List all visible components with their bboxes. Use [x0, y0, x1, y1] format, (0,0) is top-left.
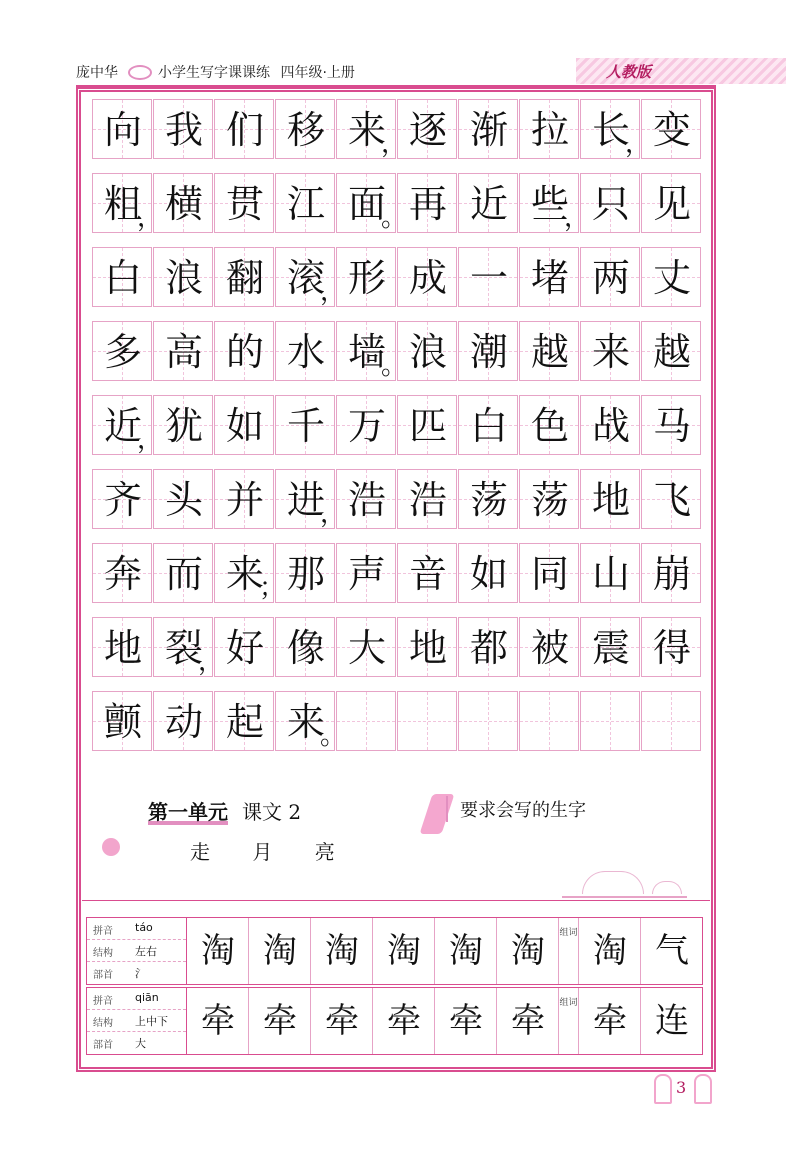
- grid-char: 荡: [530, 478, 569, 522]
- grid-cell: [519, 247, 579, 307]
- grid-cell: [92, 543, 152, 603]
- grid-cell: [580, 469, 640, 529]
- practice-cell: [249, 918, 311, 984]
- grid-cell: [397, 469, 457, 529]
- info-value: táo: [135, 921, 153, 934]
- grid-char: 白: [469, 404, 508, 448]
- edition-label: 人教版: [606, 63, 652, 81]
- grid-cell: [580, 99, 652, 159]
- child-figure-icon: [694, 1074, 712, 1104]
- grid-char: 浩: [408, 478, 447, 522]
- grid-cell: [580, 617, 640, 677]
- practice-char: 牵: [263, 1001, 297, 1041]
- grid-cell: [458, 469, 518, 529]
- grid-char: 江: [286, 182, 325, 226]
- grid-row: [92, 691, 700, 751]
- grid-cell: [275, 469, 347, 529]
- grid-cell: [641, 395, 701, 455]
- grid-cell: [458, 247, 518, 307]
- practice-char: 牵: [449, 1001, 483, 1041]
- grid-cell: [336, 543, 396, 603]
- grid-char: 色: [530, 404, 569, 448]
- grid-cell: [458, 321, 518, 381]
- grid-cell: [153, 543, 213, 603]
- practice-cell: [373, 988, 435, 1054]
- info-label: 拼音: [93, 926, 113, 937]
- grid-char: 墙: [347, 330, 386, 374]
- grid-cell: [641, 173, 701, 233]
- grid-cell: [641, 617, 701, 677]
- punctuation-mark: ，: [320, 277, 347, 307]
- grid-char: 声: [347, 552, 386, 596]
- grid-char: 高: [164, 330, 203, 374]
- grid-char: 变: [652, 108, 691, 152]
- punctuation-mark: ，: [320, 499, 347, 529]
- grid-cell: [458, 617, 518, 677]
- grid-cell: [641, 469, 701, 529]
- info-row: [87, 1010, 186, 1032]
- grid-cell: [275, 247, 347, 307]
- grid-cell: [641, 691, 701, 751]
- grid-cell: [214, 691, 274, 751]
- grid-row: [92, 99, 700, 159]
- grid-cell: [214, 543, 286, 603]
- info-label: 拼音: [93, 996, 113, 1007]
- grid-cell: [214, 99, 274, 159]
- info-row: [87, 918, 186, 940]
- practice-cell: [249, 988, 311, 1054]
- grid-char: 成: [408, 256, 447, 300]
- grid-char: 的: [225, 330, 264, 374]
- page-number: 3: [676, 1078, 687, 1097]
- grid-char: 地: [408, 626, 447, 670]
- grid-char: 万: [347, 404, 386, 448]
- grid-char: 如: [225, 404, 264, 448]
- grid-char: 来: [347, 108, 386, 152]
- grid-char: 来: [591, 330, 630, 374]
- grid-cell: [92, 469, 152, 529]
- grid-cell: [519, 543, 579, 603]
- grid-char: [459, 692, 519, 752]
- practice-char: 淘: [511, 931, 545, 971]
- copybook-grid: [92, 99, 700, 765]
- grid-char: 白: [103, 256, 142, 300]
- grid-char: 来: [225, 552, 264, 596]
- word-char: 连: [655, 1001, 689, 1041]
- grid-char: 一: [469, 256, 508, 300]
- practice-cell: [435, 988, 497, 1054]
- zuci-label: 组词: [559, 918, 579, 984]
- grid-cell: [275, 321, 335, 381]
- info-label: 部首: [93, 970, 113, 981]
- section-divider: [82, 900, 710, 901]
- grid-char: 好: [225, 626, 264, 670]
- info-label: 结构: [93, 1018, 113, 1029]
- info-row: [87, 988, 186, 1010]
- grade-label: 四年级·上册: [280, 65, 355, 81]
- punctuation-mark: ，: [137, 203, 164, 233]
- punctuation-mark: ，: [625, 129, 652, 159]
- grid-cell: [336, 99, 408, 159]
- grid-row: [92, 247, 700, 307]
- grid-char: 那: [286, 552, 325, 596]
- grid-cell: [397, 543, 457, 603]
- practice-cell: [497, 988, 559, 1054]
- info-value: qiān: [135, 991, 159, 1004]
- author-name: 庞中华: [76, 65, 118, 81]
- punctuation-mark: ，: [564, 203, 591, 233]
- header-title: [76, 62, 361, 82]
- word-char: 气: [655, 931, 689, 971]
- grid-cell: [153, 691, 213, 751]
- unit-heading: [148, 796, 301, 825]
- grid-cell: [92, 99, 152, 159]
- grid-char: 逐: [408, 108, 447, 152]
- grid-char: 滚: [286, 256, 325, 300]
- grid-cell: [458, 395, 518, 455]
- grid-cell: [275, 617, 335, 677]
- grid-cell: [397, 247, 457, 307]
- grid-char: 动: [164, 700, 203, 744]
- grid-cell: [336, 395, 396, 455]
- grid-cell: [458, 543, 518, 603]
- grid-char: [642, 692, 702, 752]
- grid-char: 像: [286, 626, 325, 670]
- word-cell: [641, 988, 703, 1054]
- grid-char: 地: [591, 478, 630, 522]
- practice-row: [86, 987, 703, 1055]
- grid-cell: [580, 395, 640, 455]
- grid-char: 并: [225, 478, 264, 522]
- grid-char: 颤: [103, 700, 142, 744]
- grid-char: 头: [164, 478, 203, 522]
- grid-cell: [519, 395, 579, 455]
- word-cell: [579, 918, 641, 984]
- grid-char: 来: [286, 700, 325, 744]
- grid-cell: [153, 469, 213, 529]
- grid-cell: [92, 247, 152, 307]
- grid-cell: [519, 321, 579, 381]
- grid-char: 丈: [652, 256, 691, 300]
- grid-char: 们: [225, 108, 264, 152]
- punctuation-mark: 。: [381, 351, 408, 381]
- info-row: [87, 1032, 186, 1054]
- info-label: 部首: [93, 1040, 113, 1051]
- practice-cell: [373, 918, 435, 984]
- practice-char: 牵: [201, 1001, 235, 1041]
- grid-char: [398, 692, 458, 752]
- lesson-header: [92, 792, 702, 902]
- grid-cell: [641, 321, 701, 381]
- grid-char: 崩: [652, 552, 691, 596]
- grid-cell: [214, 469, 274, 529]
- grid-cell: [519, 617, 579, 677]
- grid-cell: [92, 321, 152, 381]
- grid-cell: [92, 617, 152, 677]
- grid-cell: [214, 173, 274, 233]
- grid-char: 移: [286, 108, 325, 152]
- grid-cell: [336, 173, 408, 233]
- punctuation-mark: ，: [137, 425, 164, 455]
- grid-char: 近: [469, 182, 508, 226]
- punctuation-mark: ；: [259, 573, 286, 603]
- lesson-number: 课文 2: [242, 800, 302, 824]
- practice-char: 牵: [387, 1001, 421, 1041]
- grid-char: 只: [591, 182, 630, 226]
- grid-row: [92, 321, 700, 381]
- practice-char: 淘: [449, 931, 483, 971]
- grid-char: 齐: [103, 478, 142, 522]
- grid-cell: [92, 395, 164, 455]
- practice-char: 淘: [263, 931, 297, 971]
- grid-char: 荡: [469, 478, 508, 522]
- practice-char: 淘: [201, 931, 235, 971]
- grid-char: 浪: [408, 330, 447, 374]
- grid-cell: [519, 173, 591, 233]
- edition-banner: [576, 58, 786, 84]
- practice-char: 牵: [325, 1001, 359, 1041]
- grid-row: [92, 173, 700, 233]
- grid-char: 堵: [530, 256, 569, 300]
- grid-cell: [580, 691, 640, 751]
- grid-cell: [519, 691, 579, 751]
- grid-cell: [397, 395, 457, 455]
- grid-cell: [275, 395, 335, 455]
- grid-char: 越: [530, 330, 569, 374]
- grid-char: 被: [530, 626, 569, 670]
- grid-char: 形: [347, 256, 386, 300]
- grid-char: 些: [530, 182, 569, 226]
- word-char: 淘: [593, 931, 627, 971]
- grid-char: 长: [591, 108, 630, 152]
- grid-cell: [458, 691, 518, 751]
- grid-char: 同: [530, 552, 569, 596]
- grid-char: 得: [652, 626, 691, 670]
- lesson-title: 走 月 亮: [190, 840, 353, 864]
- practice-cell: [187, 988, 249, 1054]
- info-value: 氵: [135, 967, 146, 980]
- grid-cell: [214, 321, 274, 381]
- info-value: 大: [135, 1037, 146, 1050]
- grid-char: 战: [591, 404, 630, 448]
- series-name: 小学生写字课课练: [158, 65, 270, 81]
- child-figure-icon: [654, 1074, 672, 1104]
- grid-cell: [153, 99, 213, 159]
- requirement-label: 要求会写的生字: [446, 796, 586, 822]
- grid-cell: [92, 691, 152, 751]
- grid-cell: [458, 173, 518, 233]
- practice-cell: [497, 918, 559, 984]
- grid-row: [92, 617, 700, 677]
- practice-char: 淘: [325, 931, 359, 971]
- grid-char: 拉: [530, 108, 569, 152]
- grid-char: 两: [591, 256, 630, 300]
- info-row: [87, 962, 186, 984]
- grid-char: 多: [103, 330, 142, 374]
- grid-cell: [275, 691, 347, 751]
- grid-char: [581, 692, 641, 752]
- grid-cell: [153, 617, 225, 677]
- grid-cell: [92, 173, 164, 233]
- grid-char: 匹: [408, 404, 447, 448]
- grid-char: 渐: [469, 108, 508, 152]
- grid-cell: [153, 247, 213, 307]
- grid-char: 越: [652, 330, 691, 374]
- info-value: 上中下: [135, 1015, 168, 1028]
- grid-row: [92, 395, 700, 455]
- grid-char: 翻: [225, 256, 264, 300]
- grid-char: 大: [347, 626, 386, 670]
- grid-cell: [275, 173, 335, 233]
- word-cell: [641, 918, 703, 984]
- grid-char: 如: [469, 552, 508, 596]
- grid-char: 震: [591, 626, 630, 670]
- word-cell: [579, 988, 641, 1054]
- grid-char: 粗: [103, 182, 142, 226]
- grid-char: 千: [286, 404, 325, 448]
- grid-char: 地: [103, 626, 142, 670]
- grid-char: 山: [591, 552, 630, 596]
- grid-cell: [397, 617, 457, 677]
- page-header: [76, 60, 716, 84]
- practice-cell: [311, 988, 373, 1054]
- grid-cell: [153, 321, 213, 381]
- grid-char: 进: [286, 478, 325, 522]
- zuci-label: 组词: [559, 988, 579, 1054]
- grid-cell: [397, 691, 457, 751]
- grid-cell: [214, 395, 274, 455]
- grid-cell: [275, 99, 335, 159]
- punctuation-mark: ，: [198, 647, 225, 677]
- scenery-illustration: [562, 862, 687, 898]
- grid-char: 浪: [164, 256, 203, 300]
- grid-char: 犹: [164, 404, 203, 448]
- logo-icon: [128, 65, 152, 80]
- grid-cell: [336, 617, 396, 677]
- grid-char: 见: [652, 182, 691, 226]
- grid-cell: [580, 247, 640, 307]
- grid-char: 裂: [164, 626, 203, 670]
- grid-char: 再: [408, 182, 447, 226]
- grid-char: 起: [225, 700, 264, 744]
- practice-row: [86, 917, 703, 985]
- grid-cell: [214, 247, 274, 307]
- grid-cell: [580, 321, 640, 381]
- practice-char: 牵: [511, 1001, 545, 1041]
- grid-cell: [641, 543, 701, 603]
- grid-char: 潮: [469, 330, 508, 374]
- grid-char: 向: [103, 108, 142, 152]
- practice-char: 淘: [387, 931, 421, 971]
- info-label: 结构: [93, 948, 113, 959]
- grid-char: [520, 692, 580, 752]
- practice-cell: [311, 918, 373, 984]
- grid-cell: [580, 543, 640, 603]
- grid-char: 飞: [652, 478, 691, 522]
- grid-char: 浩: [347, 478, 386, 522]
- grid-cell: [458, 99, 518, 159]
- grid-char: 贯: [225, 182, 264, 226]
- char-info: [87, 988, 187, 1054]
- grid-char: 都: [469, 626, 508, 670]
- grid-char: 马: [652, 404, 691, 448]
- punctuation-mark: ，: [381, 129, 408, 159]
- practice-cell: [187, 918, 249, 984]
- grid-char: 横: [164, 182, 203, 226]
- practice-cell: [435, 918, 497, 984]
- grid-char: 我: [164, 108, 203, 152]
- grid-char: 面: [347, 182, 386, 226]
- grid-cell: [336, 321, 408, 381]
- unit-label: 第一单元: [148, 800, 228, 824]
- grid-char: 奔: [103, 552, 142, 596]
- char-info: [87, 918, 187, 984]
- word-char: 牵: [593, 1001, 627, 1041]
- info-value: 左右: [135, 945, 157, 958]
- grid-cell: [519, 99, 579, 159]
- grid-row: [92, 543, 700, 603]
- grid-cell: [519, 469, 579, 529]
- grid-char: 而: [164, 552, 203, 596]
- grid-char: 音: [408, 552, 447, 596]
- circle-decoration-icon: [102, 838, 120, 856]
- grid-row: [92, 469, 700, 529]
- punctuation-mark: 。: [381, 203, 408, 233]
- punctuation-mark: 。: [320, 721, 347, 751]
- grid-cell: [641, 247, 701, 307]
- grid-char: 近: [103, 404, 142, 448]
- grid-char: 水: [286, 330, 325, 374]
- info-row: [87, 940, 186, 962]
